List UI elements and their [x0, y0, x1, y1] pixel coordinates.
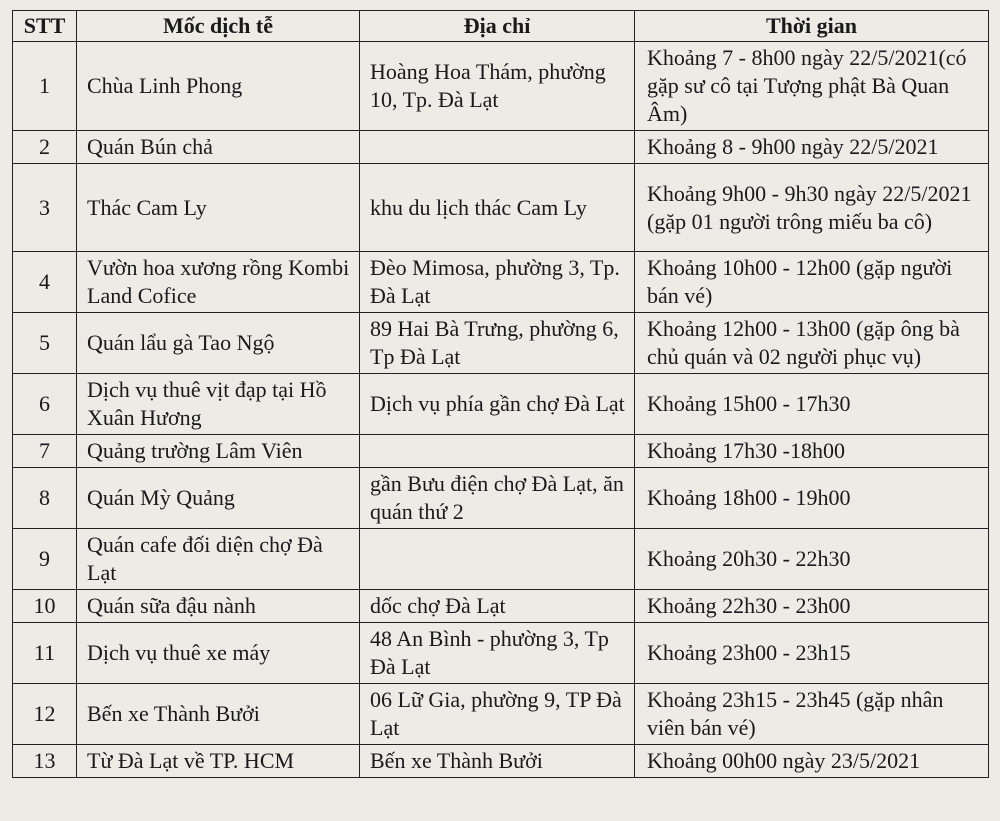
cell-stt: 8	[13, 468, 77, 529]
table-row	[13, 623, 989, 684]
cell-stt: 11	[13, 623, 77, 684]
cell-stt: 10	[13, 590, 77, 623]
cell-address: 06 Lữ Gia, phường 9, TP Đà Lạt	[360, 684, 635, 745]
header-time: Thời gian	[635, 11, 989, 42]
cell-place: Quán Mỳ Quảng	[77, 468, 360, 529]
cell-place: Quán Bún chả	[77, 131, 360, 164]
cell-address: Dịch vụ phía gần chợ Đà Lạt	[360, 374, 635, 435]
cell-place: Quán sữa đậu nành	[77, 590, 360, 623]
cell-time: Khoảng 00h00 ngày 23/5/2021	[635, 745, 989, 778]
cell-address: khu du lịch thác Cam Ly	[360, 164, 635, 252]
cell-stt: 4	[13, 252, 77, 313]
cell-time: Khoảng 22h30 - 23h00	[635, 590, 989, 623]
cell-place: Vườn hoa xương rồng Kombi Land Cofice	[77, 252, 360, 313]
epidemiological-timeline-table	[12, 10, 989, 778]
cell-stt: 1	[13, 42, 77, 131]
cell-stt: 5	[13, 313, 77, 374]
cell-time: Khoảng 20h30 - 22h30	[635, 529, 989, 590]
cell-place: Thác Cam Ly	[77, 164, 360, 252]
cell-stt: 7	[13, 435, 77, 468]
cell-stt: 2	[13, 131, 77, 164]
cell-address: Bến xe Thành Bưởi	[360, 745, 635, 778]
table-row	[13, 590, 989, 623]
table-row	[13, 435, 989, 468]
table-row	[13, 684, 989, 745]
header-address: Địa chỉ	[360, 11, 635, 42]
cell-stt: 6	[13, 374, 77, 435]
table-row	[13, 252, 989, 313]
cell-stt: 12	[13, 684, 77, 745]
table-row	[13, 374, 989, 435]
cell-time: Khoảng 12h00 - 13h00 (gặp ông bà chủ quán và 02 người phục vụ)	[635, 313, 989, 374]
table-row	[13, 164, 989, 252]
cell-time: Khoảng 15h00 - 17h30	[635, 374, 989, 435]
cell-time: Khoảng 17h30 -18h00	[635, 435, 989, 468]
cell-time: Khoảng 23h15 - 23h45 (gặp nhân viên bán vé)	[635, 684, 989, 745]
table-row	[13, 468, 989, 529]
table-row	[13, 745, 989, 778]
cell-place: Bến xe Thành Bưởi	[77, 684, 360, 745]
cell-place: Quán lẩu gà Tao Ngộ	[77, 313, 360, 374]
header-place: Mốc dịch tễ	[77, 11, 360, 42]
cell-time: Khoảng 18h00 - 19h00	[635, 468, 989, 529]
cell-place: Quảng trường Lâm Viên	[77, 435, 360, 468]
header-stt: STT	[13, 11, 77, 42]
cell-address: Hoàng Hoa Thám, phường 10, Tp. Đà Lạt	[360, 42, 635, 131]
cell-address: 48 An Bình - phường 3, Tp Đà Lạt	[360, 623, 635, 684]
cell-place: Dịch vụ thuê vịt đạp tại Hồ Xuân Hương	[77, 374, 360, 435]
cell-stt: 13	[13, 745, 77, 778]
cell-address	[360, 435, 635, 468]
cell-time: Khoảng 10h00 - 12h00 (gặp người bán vé)	[635, 252, 989, 313]
cell-address	[360, 529, 635, 590]
cell-address: gần Bưu điện chợ Đà Lạt, ăn quán thứ 2	[360, 468, 635, 529]
cell-time: Khoảng 8 - 9h00 ngày 22/5/2021	[635, 131, 989, 164]
table-row	[13, 529, 989, 590]
cell-time: Khoảng 23h00 - 23h15	[635, 623, 989, 684]
table-row	[13, 42, 989, 131]
table-row	[13, 313, 989, 374]
cell-place: Chùa Linh Phong	[77, 42, 360, 131]
cell-address: 89 Hai Bà Trưng, phường 6, Tp Đà Lạt	[360, 313, 635, 374]
cell-stt: 9	[13, 529, 77, 590]
cell-time: Khoảng 7 - 8h00 ngày 22/5/2021(có gặp sư cô tại Tượng phật Bà Quan Âm)	[635, 42, 989, 131]
cell-address	[360, 131, 635, 164]
header-row	[13, 11, 989, 42]
table-row	[13, 131, 989, 164]
cell-place: Quán cafe đối diện chợ Đà Lạt	[77, 529, 360, 590]
cell-address: Đèo Mimosa, phường 3, Tp. Đà Lạt	[360, 252, 635, 313]
cell-place: Từ Đà Lạt về TP. HCM	[77, 745, 360, 778]
cell-time: Khoảng 9h00 - 9h30 ngày 22/5/2021 (gặp 01 người trông miếu ba cô)	[635, 164, 989, 252]
cell-place: Dịch vụ thuê xe máy	[77, 623, 360, 684]
cell-stt: 3	[13, 164, 77, 252]
cell-address: dốc chợ Đà Lạt	[360, 590, 635, 623]
